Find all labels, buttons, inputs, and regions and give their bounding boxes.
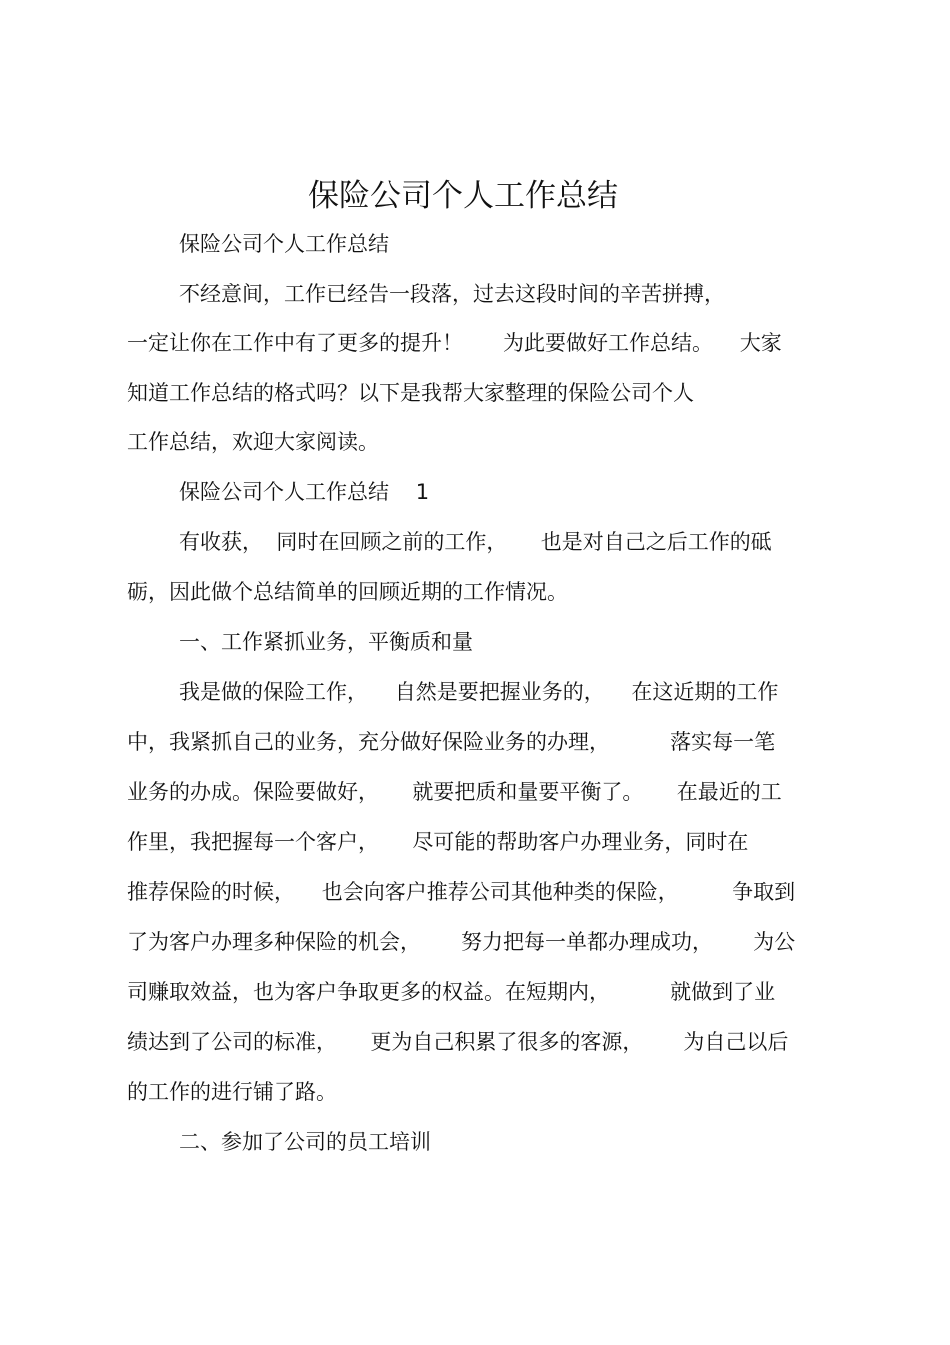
- paragraph-line: 砺，因此做个总结简单的回顾近期的工作情况。: [127, 580, 568, 604]
- paragraph-line: 我是做的保险工作， 自然是要把握业务的， 在这近期的工作: [179, 680, 779, 704]
- paragraph-line: 中，我紧抓自己的业务，充分做好保险业务的办理， 落实每一笔: [127, 730, 776, 754]
- document-title: 保险公司个人工作总结: [308, 178, 618, 214]
- paragraph-line: 绩达到了公司的标准， 更为自己积累了很多的客源， 为自己以后: [127, 1030, 789, 1054]
- paragraph-line: 的工作的进行铺了路。: [127, 1080, 337, 1104]
- paragraph-line: 业务的办成。保险要做好， 就要把质和量要平衡了。 在最近的工: [127, 780, 782, 804]
- paragraph-line: 司赚取效益，也为客户争取更多的权益。在短期内， 就做到了业: [127, 980, 776, 1004]
- paragraph-line: 工作总结，欢迎大家阅读。: [127, 430, 379, 454]
- paragraph-line: 有收获， 同时在回顾之前的工作， 也是对自己之后工作的砥: [179, 530, 772, 554]
- paragraph-line: 知道工作总结的格式吗？以下是我帮大家整理的保险公司个人: [127, 381, 694, 405]
- paragraph-line: 不经意间，工作已经告一段落，过去这段时间的辛苦拼搏，: [179, 282, 725, 306]
- section-heading: 一、工作紧抓业务，平衡质和量: [179, 630, 473, 654]
- paragraph-line: 推荐保险的时候， 也会向客户推荐公司其他种类的保险， 争取到: [127, 880, 796, 904]
- section-heading: 保险公司个人工作总结 1: [179, 480, 430, 504]
- paragraph-line: 了为客户办理多种保险的机会， 努力把每一单都办理成功， 为公: [127, 930, 796, 954]
- subtitle-line: 保险公司个人工作总结: [179, 232, 389, 256]
- paragraph-line: 一定让你在工作中有了更多的提升！ 为此要做好工作总结。 大家: [127, 331, 782, 355]
- paragraph-line: 作里，我把握每一个客户， 尽可能的帮助客户办理业务，同时在: [127, 830, 749, 854]
- section-heading: 二、参加了公司的员工培训: [179, 1130, 431, 1154]
